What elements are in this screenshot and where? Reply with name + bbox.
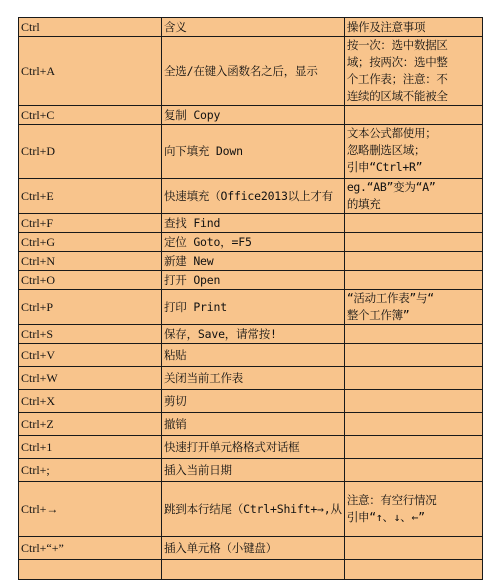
meaning-cell[interactable]: 剪切 — [162, 390, 345, 413]
shortcut-key-cell[interactable]: Ctrl+G — [19, 233, 162, 252]
shortcut-table — [18, 17, 483, 580]
header-meaning-cell[interactable]: 含义 — [162, 18, 345, 37]
meaning-cell[interactable]: 跳到本行结尾（Ctrl+Shift+→,从 — [162, 482, 345, 537]
shortcut-key-cell[interactable]: Ctrl+O — [19, 271, 162, 290]
table-row — [19, 459, 483, 482]
table-row — [19, 413, 483, 436]
notes-cell[interactable] — [344, 537, 482, 560]
table-row — [19, 367, 483, 390]
table-row — [19, 125, 483, 179]
meaning-cell[interactable]: 粘贴 — [162, 344, 345, 367]
shortcut-key-cell[interactable]: Ctrl+; — [19, 459, 162, 482]
notes-cell[interactable] — [344, 252, 482, 271]
meaning-cell[interactable]: 新建 New — [162, 252, 345, 271]
shortcut-key-cell[interactable]: Ctrl+“+” — [19, 537, 162, 560]
meaning-cell[interactable]: 查找 Find — [162, 214, 345, 233]
table-row — [19, 271, 483, 290]
header-key-cell[interactable]: Ctrl — [19, 18, 162, 37]
shortcut-key-cell[interactable]: Ctrl+E — [19, 179, 162, 214]
meaning-cell[interactable]: 打开 Open — [162, 271, 345, 290]
table-row — [19, 214, 483, 233]
notes-cell[interactable] — [344, 390, 482, 413]
shortcut-key-cell[interactable]: Ctrl+V — [19, 344, 162, 367]
notes-cell[interactable] — [344, 271, 482, 290]
table-row — [19, 344, 483, 367]
table-row — [19, 37, 483, 106]
notes-cell[interactable] — [344, 214, 482, 233]
notes-cell[interactable]: 文本公式都使用； 忽略删选区域； 引申“Ctrl+R” — [344, 125, 482, 179]
shortcut-key-cell[interactable]: Ctrl+W — [19, 367, 162, 390]
table-row — [19, 252, 483, 271]
notes-cell[interactable]: 注意：有空行情况 引申“↑、↓、←” — [344, 482, 482, 537]
notes-cell[interactable]: “活动工作表”与“ 整个工作簿” — [344, 290, 482, 325]
notes-cell[interactable] — [344, 367, 482, 390]
shortcut-key-cell[interactable]: Ctrl+Z — [19, 413, 162, 436]
notes-cell[interactable] — [344, 233, 482, 252]
meaning-cell[interactable]: 向下填充 Down — [162, 125, 345, 179]
meaning-cell[interactable]: 定位 Goto，=F5 — [162, 233, 345, 252]
notes-cell[interactable] — [344, 436, 482, 459]
meaning-cell[interactable]: 打印 Print — [162, 290, 345, 325]
shortcut-key-cell[interactable]: Ctrl+S — [19, 325, 162, 344]
table-row — [19, 179, 483, 214]
notes-cell[interactable] — [344, 325, 482, 344]
meaning-cell[interactable]: 复制 Copy — [162, 106, 345, 125]
table-row — [19, 106, 483, 125]
meaning-cell[interactable]: 快速打开单元格格式对话框 — [162, 436, 345, 459]
meaning-cell[interactable]: 插入单元格（小键盘） — [162, 537, 345, 560]
shortcut-key-cell[interactable]: Ctrl+X — [19, 390, 162, 413]
notes-cell[interactable] — [344, 413, 482, 436]
meaning-cell[interactable]: 全选/在键入函数名之后，显示 — [162, 37, 345, 106]
notes-cell[interactable] — [344, 560, 482, 580]
meaning-cell[interactable]: 快速填充（Office2013以上才有 — [162, 179, 345, 214]
meaning-cell[interactable] — [162, 560, 345, 580]
meaning-cell[interactable]: 撤销 — [162, 413, 345, 436]
notes-cell[interactable] — [344, 459, 482, 482]
shortcut-key-cell[interactable] — [19, 560, 162, 580]
shortcut-key-cell[interactable]: Ctrl+A — [19, 37, 162, 106]
table-row — [19, 233, 483, 252]
notes-cell[interactable] — [344, 344, 482, 367]
notes-cell[interactable] — [344, 106, 482, 125]
table-row — [19, 482, 483, 537]
shortcut-key-cell[interactable]: Ctrl+1 — [19, 436, 162, 459]
meaning-cell[interactable]: 保存，Save，请常按! — [162, 325, 345, 344]
shortcut-key-cell[interactable]: Ctrl+F — [19, 214, 162, 233]
shortcut-key-cell[interactable]: Ctrl+C — [19, 106, 162, 125]
table-row — [19, 325, 483, 344]
table-row — [19, 560, 483, 580]
table-row — [19, 537, 483, 560]
header-notes-cell[interactable]: 操作及注意事项 — [344, 18, 482, 37]
shortcut-key-cell[interactable]: Ctrl+P — [19, 290, 162, 325]
header-row — [19, 18, 483, 37]
shortcut-key-cell[interactable]: Ctrl+→ — [19, 482, 162, 537]
table-row — [19, 436, 483, 459]
shortcut-key-cell[interactable]: Ctrl+N — [19, 252, 162, 271]
notes-cell[interactable]: eg.“AB”变为“A” 的填充 — [344, 179, 482, 214]
meaning-cell[interactable]: 插入当前日期 — [162, 459, 345, 482]
notes-cell[interactable]: 按一次：选中数据区 域；按两次：选中整 个工作表；注意：不 连续的区域不能被全 — [344, 37, 482, 106]
table-row — [19, 390, 483, 413]
meaning-cell[interactable]: 关闭当前工作表 — [162, 367, 345, 390]
shortcut-key-cell[interactable]: Ctrl+D — [19, 125, 162, 179]
table-row — [19, 290, 483, 325]
